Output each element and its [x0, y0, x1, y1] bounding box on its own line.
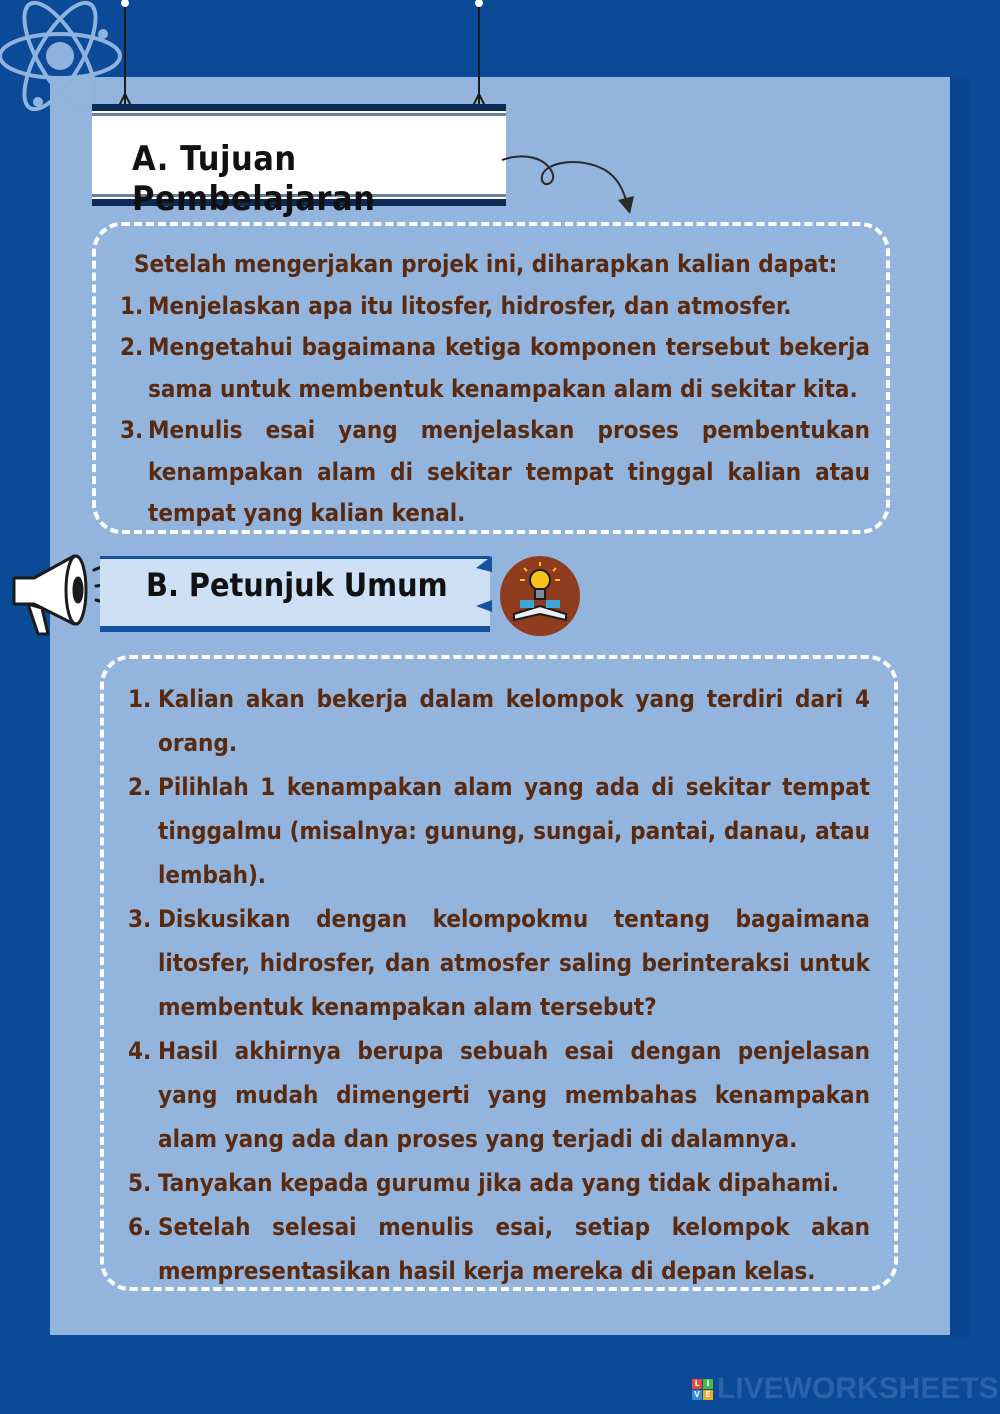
learning-objectives-box: [92, 222, 890, 534]
item-text: Menjelaskan apa itu litosfer, hidrosfer, dan atmosfer.: [148, 291, 792, 320]
lightbulb-book-icon: [500, 556, 582, 636]
logo-letter: V: [692, 1390, 702, 1400]
panel-shadow: [950, 77, 970, 1339]
banner-notch-icon: [470, 556, 492, 632]
banner-stripe: [92, 113, 506, 116]
item-number: 5.: [128, 1169, 152, 1197]
logo-letter: I: [703, 1379, 713, 1389]
megaphone-icon: [4, 548, 114, 638]
list-item: [128, 765, 870, 897]
section-b-title-banner: [100, 556, 490, 632]
hanging-string-left: [124, 0, 126, 104]
list-item: [128, 1029, 870, 1161]
item-text: Hasil akhirnya berupa sebuah esai dengan penjelasan yang mudah dimengerti yang membahas kenampakan alam yang ada dan proses yang terjadi di dalamnya.: [158, 1037, 870, 1153]
item-number: 6.: [128, 1213, 152, 1241]
item-text: Tanyakan kepada gurumu jika ada yang tidak dipahami.: [158, 1169, 840, 1197]
section-a-title: A. Tujuan Pembelajaran: [132, 139, 376, 219]
list-item: [120, 410, 870, 535]
item-text: Menulis esai yang menjelaskan proses pembentukan kenampakan alam di sekitar tempat tinggal kalian atau tempat yang kalian kenal.: [148, 416, 870, 527]
atom-icon: [0, 0, 130, 120]
item-number: 2.: [128, 773, 152, 801]
item-number: 2.: [120, 333, 144, 361]
liveworksheets-watermark[interactable]: [692, 1372, 999, 1406]
item-number: 4.: [128, 1037, 152, 1065]
item-number: 3.: [128, 905, 152, 933]
list-item: [128, 1205, 870, 1293]
item-text: Setelah selesai menulis esai, setiap kelompok akan mempresentasikan hasil kerja mereka di depan kelas.: [158, 1213, 870, 1285]
item-number: 1.: [128, 685, 152, 713]
list-item: [120, 327, 870, 410]
section-b-title: B. Petunjuk Umum: [146, 566, 448, 604]
hanging-pin-right: [475, 0, 483, 7]
objectives-list: [120, 286, 870, 535]
item-number: 3.: [120, 416, 144, 444]
section-a-title-banner: [92, 104, 506, 219]
item-text: Mengetahui bagaimana ketiga komponen tersebut bekerja sama untuk membentuk kenampakan alam di sekitar kita.: [148, 333, 870, 403]
item-number: 1.: [120, 291, 144, 320]
item-text: Diskusikan dengan kelompokmu tentang bagaimana litosfer, hidrosfer, dan atmosfer saling berinteraksi untuk membentuk kenampakan alam tersebut?: [158, 905, 870, 1021]
item-text: Kalian akan bekerja dalam kelompok yang terdiri dari 4 orang.: [158, 685, 870, 757]
logo-letter: L: [692, 1379, 702, 1389]
list-item: [120, 286, 870, 328]
hanging-string-right: [478, 0, 480, 104]
list-item: [128, 677, 870, 765]
general-instructions-box: [100, 655, 898, 1291]
list-item: [128, 897, 870, 1029]
logo-letter: E: [703, 1390, 713, 1400]
watermark-text: LIVEWORKSHEETS: [717, 1372, 999, 1405]
instructions-list: [128, 677, 870, 1293]
banner-stripe: [100, 556, 490, 559]
item-text: Pilihlah 1 kenampakan alam yang ada di sekitar tempat tinggalmu (misalnya: gunung, sungai, pantai, danau, atau lembah).: [158, 773, 870, 889]
objectives-intro: Setelah mengerjakan projek ini, diharapkan kalian dapat:: [134, 250, 838, 278]
liveworksheets-logo-icon: [692, 1379, 713, 1400]
list-item: [128, 1161, 870, 1205]
curved-arrow-icon: [500, 150, 640, 220]
